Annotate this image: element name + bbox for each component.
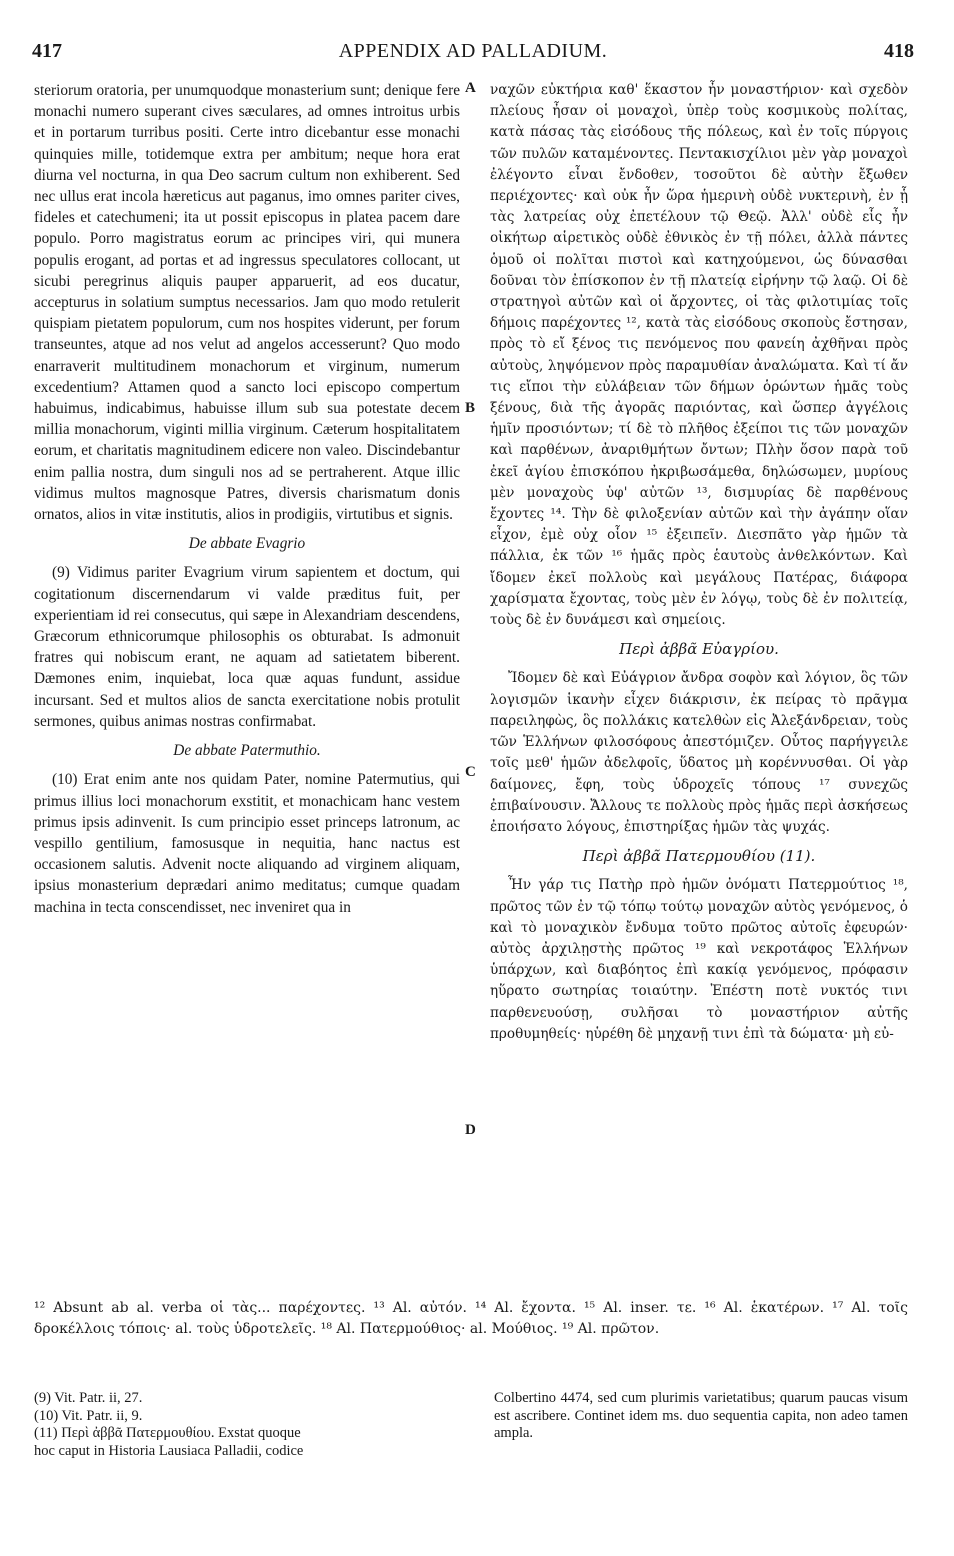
- latin-column: [34, 80, 460, 918]
- source-note-11-right: Colbertino 4474, sed cum plurimis varietatibus; quarum paucas visum est ascribere. Continet idem ms. duo sequentia capita, non adeo tamen ampla.: [494, 1390, 908, 1441]
- greek-heading-evagrius: Περὶ ἀββᾶ Εὐαγρίου.: [619, 640, 779, 659]
- source-notes: [34, 1390, 454, 1460]
- section-marker-b: B: [465, 400, 476, 416]
- source-note-10: (10) Vit. Patr. ii, 9.: [34, 1407, 143, 1424]
- variant-footnotes: ¹² Absunt ab al. verba οἱ τὰς... παρέχοντες. ¹³ Al. αὐτόν. ¹⁴ Al. ἔχοντα. ¹⁵ Al. inser. τε. ¹⁶ Al. ἑκατέρων. ¹⁷ Al. τοῖς δροκέλλοις τόποις· al. τοὺς ὑδροτελεῖς. ¹⁸ Al. Πατερμούθιος· al. Μούθιος. ¹⁹ Al. πρῶτον.: [34, 1300, 908, 1337]
- latin-paragraph-2: (9) Vidimus pariter Evagrium virum sapientem et doctum, qui cogitationum discernendarum vi valde præditus fuit, per experientiam id rei consecutus, qui sæpe in Alexandriam descendens, Græcorum ethnicorumque philosophis os obturabat. Is admonuit fratres qui nobiscum erant, ne aquam ad satietatem biberent. Dæmones enim, inquiebat, loca quæ aquas fundunt, assidue incursant. Sed et multos alios de sancta exercitatione nobis protulit sermones, quibus animas nostras confirmabat.: [34, 564, 460, 730]
- page-number-left: 417: [32, 40, 62, 62]
- latin-heading-evagrius: De abbate Evagrio: [188, 535, 306, 553]
- section-marker-a: A: [465, 80, 476, 96]
- running-title: APPENDIX AD PALLADIUM.: [338, 40, 608, 62]
- latin-heading-patermuthius: De abbate Patermuthio.: [173, 742, 321, 760]
- latin-paragraph-1: steriorum oratoria, per unumquodque monasterium sunt; denique fere monachi numero superant cives sæculares, ad omnes introitus urbis et in portarum turribus positi. Certe intro dicebantur esse monachi quinquies mille, totidemque extra per ambitum; neque hora erat diurna vel nocturna, in qua Deo sacrum cultum non exhiberent. Sed nec ullus erat incola hæreticus aut paganus, imo omnes pariter cives, fideles et catechumeni; ita ut possit episcopus in platea pacem dare populo. Porro magistratus eorum ac principes viri, qui munera populis erogant, ad portas et ad ingressus speculatores collocant, ut sicubi peregrinus aliquis pauper apparuerit, ad eos ducatur, accepturus in solatium sumptus necessarios. Jam quo modo retulerit quispiam pietatem populorum, cum nos hospites viderunt, per forum transeuntes, atque ad nos velut ad angelos accesserunt? Quo modo enarraverit multitudinem monachorum et virginum, numerum excedentium? Attamen quod a sancto loci episcopo compertum habuimus, indicabimus, habuisse illum sub sua potestate decem millia monachorum, viginti millia virginum. Cæterum hospitalitatem eorum, et charitatis magnitudinem edicere non valeo. Discindebantur enim pallia nostra, dum singuli nos ad se pertraherent. Atque illic vidimus multos magnosque Patres, diversis charismatum donis ornatos, alios in vitæ institutis, alios in prodigiis, virtutibus et signis.: [34, 82, 460, 524]
- greek-heading-patermuthius: Περὶ ἀββᾶ Πατερμουθίου (11).: [582, 847, 816, 866]
- source-note-9: (9) Vit. Patr. ii, 27.: [34, 1390, 143, 1406]
- page-number-right: 418: [884, 40, 914, 62]
- section-marker-d: D: [465, 1122, 476, 1138]
- greek-paragraph-1: ναχῶν εὐκτήρια καθ' ἕκαστον ἦν μοναστήριον· καὶ σχεδὸν πλείους ἦσαν οἱ μοναχοὶ, ὑπὲρ τοὺς κοσμικοὺς πολίτας, κατὰ πάσας τὰς εἰσόδους τῆς πόλεως, καὶ ἐν τοῖς πύργοις τῶν πυλῶν καταμένοντες. Πεντακισχίλιοι μὲν γὰρ μοναχοὶ ἐλέγοντο εἶναι ἔνδοθεν, τοσοῦτοι δὲ αὐτὴν ἔξωθεν περιέχοντες· καὶ οὐκ ἦν ὥρα ἡμερινὴ οὐδὲ νυκτερινὴ, ἐν ᾗ τὰς λατρείας οὐχ ἐπετέλουν τῷ Θεῷ. Ἀλλ' οὐδὲ εἷς ἦν οἰκήτωρ αἱρετικὸς οὐδὲ ἐθνικὸς ἐν τῇ πόλει, ἀλλὰ πάντες ὁμοῦ οἱ πολῖται πιστοὶ καὶ κατηχούμενοι, ὡς δύνασθαι δοῦναι τὸν ἐπίσκοπον ἐν τῇ πλατείᾳ εἰρήνην τῷ λαῷ. Οἱ δὲ στρατηγοὶ αὐτῶν καὶ οἱ ἄρχοντες, οἱ τὰς φιλοτιμίας τοῖς δήμοις παρέχοντες ¹², κατὰ τὰς εἰσόδους σκοποὺς ἔστησαν, πρὸς τὸ εἴ ξένος τις πενόμενος που φανείη ἀχθῆναι πρὸς αὐτοὺς, ληψόμενον πρὸς παραμυθίαν ἀναλώματα. Καὶ τί ἄν τις εἴποι τὴν εὐλάβειαν τῶν δήμων ὁρώντων ἡμᾶς τοὺς ξένους, διὰ τῆς ἀγορᾶς παριόντας, καὶ ὥσπερ ἀγγέλοις ἡμῖν προσιόντων; τί δὲ τὸ πλῆθος ἐξείποι τις τῶν μοναχῶν καὶ παρθένων, ἀναριθμήτων ὄντων; Πλὴν ὅσον παρὰ τοῦ ἐκεῖ ἁγίου ἐπισκόπου ἠκριβωσάμεθα, δηλώσωμεν, μυρίους μὲν μοναχοὺς ὑφ' αὐτῶν ¹³, δισμυρίας δὲ παρθένους ἔχοντες ¹⁴. Τὴν δὲ φιλοξενίαν αὐτῶν καὶ τὴν ἀγάπην οἵαν εἶχον, ἐμὲ οὐχ οἷον ¹⁵ ἐξειπεῖν. Διεσπᾶτο γὰρ ἡμῶν τὰ πάλλια, ἐκ τῶν ¹⁶ ἡμᾶς πρὸς ἑαυτοὺς ἀνθελκόντων. Καὶ ἴδομεν ἐκεῖ πολλοὺς καὶ μεγάλους Πατέρας, διάφορα χαρίσματα ἔχοντας, τοὺς μὲν ἐν λόγῳ, τοὺς δὲ ἐν πολιτείᾳ, τοὺς δὲ ἐν δυνάμεσι καὶ σημείοις.: [490, 82, 908, 629]
- greek-column: [490, 80, 908, 1045]
- page-header: [32, 40, 914, 70]
- source-note-11: (11) Περὶ ἀββᾶ Πατερμουθίου. Exstat quoque: [34, 1425, 301, 1441]
- greek-paragraph-3: Ἦν γάρ τις Πατὴρ πρὸ ἡμῶν ὀνόματι Πατερμούτιος ¹⁸, πρῶτος τῶν ἐν τῷ τόπῳ τούτῳ μοναχῶν αὐτὸς γενόμενος, ὁ καὶ τὸ μοναχικὸν ἔνδυμα τοῦτο πρῶτος αὐτοῖς ἐφευρών· αὐτὸς ἀρχιλῃστὴς πρῶτος ¹⁹ καὶ νεκροτάφος Ἑλλήνων ὑπάρχων, καὶ διαβόητος ἐπὶ κακίᾳ γενόμενος, πρόφασιν ηὕρατο σωτηρίας τοιαύτην. Ἐπέστη ποτὲ νυκτός τινι παρθενευούσῃ, συλῆσαι τὸ μοναστήριον αὐτῆς προθυμηθείς· ηὑρέθη δὲ μηχανῇ τινι ἐπὶ τὰ δώματα· μὴ εὐ-: [490, 877, 908, 1042]
- latin-paragraph-3: (10) Erat enim ante nos quidam Pater, nomine Patermutius, qui primus illius loci monachorum exstitit, et monachicam hanc vestem primus ipsis adinvenit. Is cum principio esset princeps latronum, ac vespillo gentilium, famosusque in nequitia, hanc nactus est occasionem salutis. Advenit nocte aliquando ad virginem aliquam, ipsius monasterium deprædari animo meditatus; cumque quadam machina in tecta conscendisset, nec inveniret qua in: [34, 771, 460, 916]
- section-marker-c: C: [465, 764, 476, 780]
- source-note-11-cont: hoc caput in Historia Lausiaca Palladii, codice: [34, 1442, 304, 1459]
- greek-paragraph-2: Ἴδομεν δὲ καὶ Εὐάγριον ἄνδρα σοφὸν καὶ λόγιον, ὃς τῶν λογισμῶν ἱκανὴν εἶχεν διάκρισιν, ἐκ πείρας τὸ πρᾶγμα παρειληφὼς, ὃς πολλάκις κατελθὼν εἰς Ἀλεξάνδρειαν, τοὺς τῶν Ἑλλήνων φιλοσόφους ἀπεστόμιζεν. Οὗτος παρήγγειλε τοῖς μεθ' ἡμῶν ἀδελφοῖς, ὕδατος μὴ κορέννυσθαι. Οἱ γὰρ δαίμονες, ἔφη, τοὺς ὑδροχεῖς τόπους ¹⁷ συνεχῶς ἐπιβαίνουσιν. Ἄλλους τε πολλοὺς πρὸς ἡμᾶς περὶ ἀσκήσεως ἐποιήσατο λόγους, ἐπιστηρίξας ἡμῶν τὰς ψυχάς.: [490, 670, 908, 835]
